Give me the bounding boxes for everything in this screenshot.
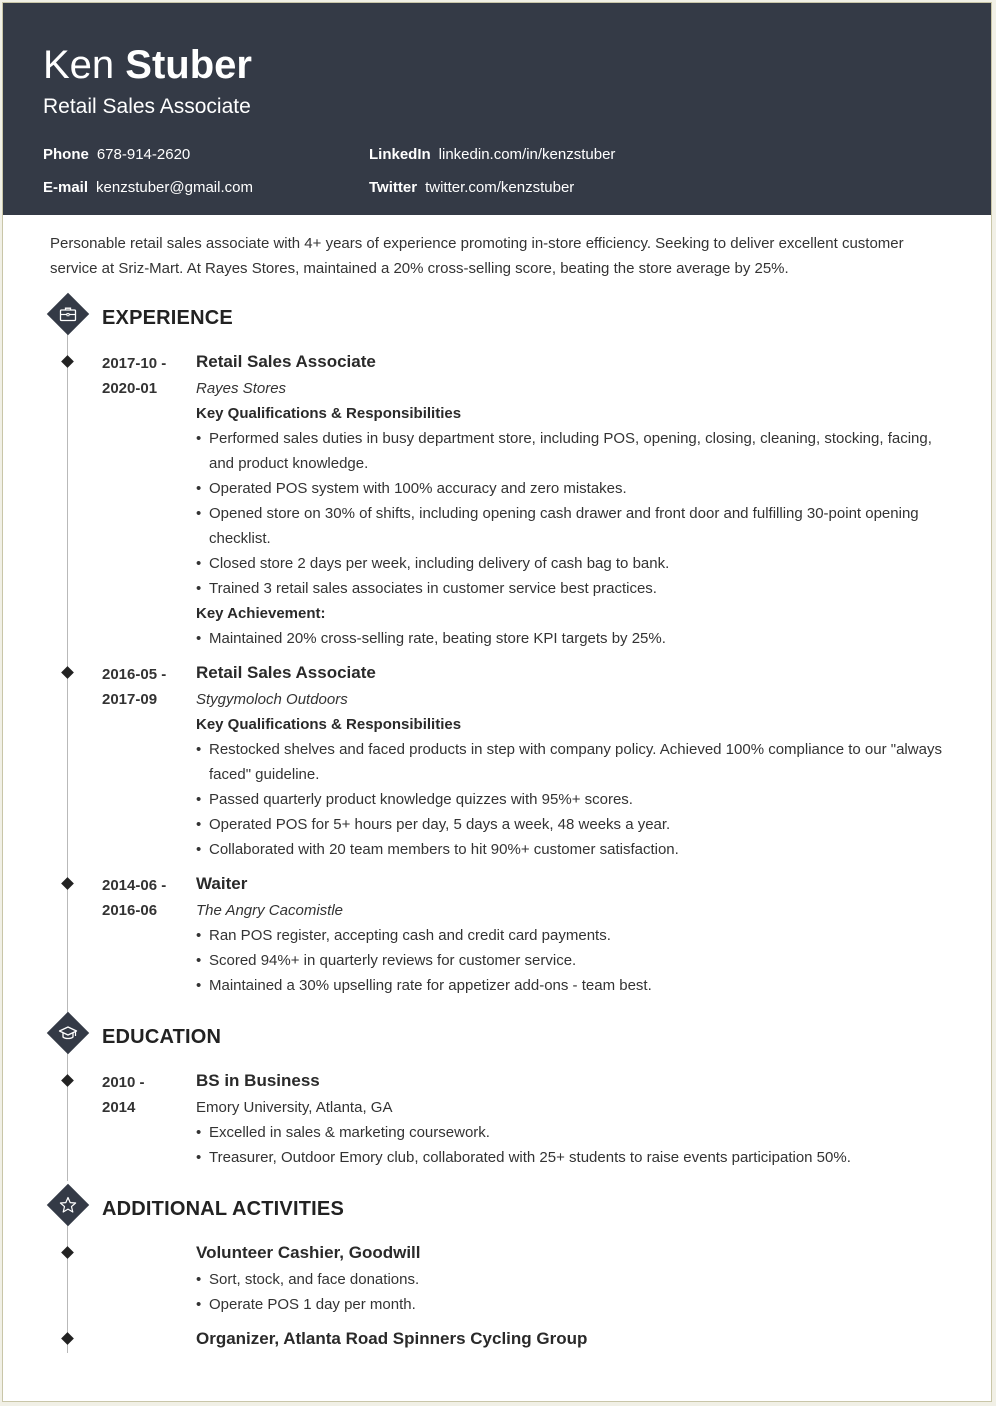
list-item: • Operate POS 1 day per month. — [196, 1292, 956, 1317]
contact-value: kenzstuber@gmail.com — [96, 179, 253, 196]
company-name: The Angry Cacomistle — [196, 902, 343, 919]
bullet-list — [196, 1120, 956, 1170]
date-end: 2020-01 — [102, 380, 158, 397]
candidate-title: Retail Sales Associate — [43, 95, 251, 118]
bullet-list — [196, 426, 956, 601]
summary-paragraph: Personable retail sales associate with 4+ years of experience promoting in-store efficiency. Seeking to deliver excellent customer service at Sriz-Mart. At Rayes Stores, maintained a 20% cross-selling score, beating the store average by 25%. — [50, 235, 904, 277]
experience-entry — [196, 351, 956, 651]
timeline-dot — [61, 666, 74, 679]
job-title: Retail Sales Associate — [196, 352, 376, 371]
resume-header — [3, 3, 992, 215]
list-item: • Scored 94%+ in quarterly reviews for customer service. — [196, 948, 956, 973]
contact-value: 678-914-2620 — [96, 146, 191, 163]
candidate-name — [43, 41, 252, 89]
date-end: 2017-09 — [102, 691, 158, 708]
timeline-dot — [61, 1332, 74, 1345]
activity-entry — [196, 1242, 956, 1317]
entry-date — [102, 1070, 192, 1120]
contact-label: E-mail — [43, 179, 89, 196]
last-name: Stuber — [125, 43, 252, 87]
degree-title: BS in Business — [196, 1071, 320, 1090]
activity-title: Volunteer Cashier, Goodwill — [196, 1243, 421, 1262]
list-item: • Operated POS system with 100% accuracy and zero mistakes. — [196, 476, 956, 501]
contact-value: linkedin.com/in/kenzstuber — [438, 146, 616, 163]
contact-twitter — [369, 178, 574, 198]
date-end: 2014 — [102, 1099, 136, 1116]
bullet-list — [196, 1267, 956, 1317]
contact-value: twitter.com/kenzstuber — [425, 179, 575, 196]
list-item: • Restocked shelves and faced products in step with company policy. Achieved 100% compliance to our "always faced" guideline. — [196, 737, 956, 787]
experience-entry — [196, 662, 956, 862]
entry-date — [102, 351, 192, 401]
list-item: • Ran POS register, accepting cash and credit card payments. — [196, 923, 956, 948]
job-title: Retail Sales Associate — [196, 663, 376, 682]
contact-label: Phone — [43, 146, 89, 163]
date-start: 2017-10 - — [102, 355, 167, 372]
experience-entry — [196, 873, 956, 998]
resume-page — [2, 2, 992, 1402]
list-item: • Closed store 2 days per week, including delivery of cash bag to bank. — [196, 551, 956, 576]
list-item: • Excelled in sales & marketing coursework. — [196, 1120, 956, 1145]
date-end: 2016-06 — [102, 902, 158, 919]
section-title-experience: EXPERIENCE — [102, 307, 233, 329]
contact-email — [43, 178, 253, 198]
timeline-dot — [61, 1246, 74, 1259]
job-title: Waiter — [196, 874, 248, 893]
school-name: Emory University, Atlanta, GA — [196, 1099, 393, 1116]
list-item: • Sort, stock, and face donations. — [196, 1267, 956, 1292]
date-start: 2014-06 - — [102, 877, 167, 894]
list-item: • Collaborated with 20 team members to hit 90%+ customer satisfaction. — [196, 837, 956, 862]
entry-subheading: Key Achievement: — [196, 605, 326, 622]
activity-entry — [196, 1328, 956, 1353]
section-title-education: EDUCATION — [102, 1026, 222, 1048]
section-title-activities: ADDITIONAL ACTIVITIES — [102, 1198, 344, 1220]
list-item: • Trained 3 retail sales associates in customer service best practices. — [196, 576, 956, 601]
list-item: • Passed quarterly product knowledge quizzes with 95%+ scores. — [196, 787, 956, 812]
entry-subheading: Key Qualifications & Responsibilities — [196, 405, 462, 422]
list-item: • Maintained 20% cross-selling rate, beating store KPI targets by 25%. — [196, 626, 956, 651]
entry-subheading: Key Qualifications & Responsibilities — [196, 716, 462, 733]
briefcase-icon — [47, 293, 89, 335]
company-name: Rayes Stores — [196, 380, 287, 397]
list-item: • Performed sales duties in busy department store, including POS, opening, closing, cleaning, stocking, facing, and product knowledge. — [196, 426, 956, 476]
company-name: Stygymoloch Outdoors — [196, 691, 348, 708]
timeline-line — [67, 1051, 68, 1181]
timeline-dot — [61, 877, 74, 890]
list-item: • Operated POS for 5+ hours per day, 5 days a week, 48 weeks a year. — [196, 812, 956, 837]
timeline-dot — [61, 355, 74, 368]
bullet-list — [196, 923, 956, 998]
activity-title: Organizer, Atlanta Road Spinners Cycling Group — [196, 1329, 588, 1348]
first-name: Ken — [43, 43, 115, 87]
date-start: 2010 - — [102, 1074, 145, 1091]
education-entry — [196, 1070, 956, 1170]
contact-phone — [43, 145, 190, 165]
graduation-cap-icon — [47, 1012, 89, 1054]
timeline-dot — [61, 1074, 74, 1087]
list-item: • Treasurer, Outdoor Emory club, collaborated with 25+ students to raise events participation 50%. — [196, 1145, 956, 1170]
entry-date — [102, 662, 192, 712]
star-icon — [47, 1184, 89, 1226]
contact-label: Twitter — [369, 179, 418, 196]
contact-linkedin — [369, 145, 615, 165]
list-item: • Maintained a 30% upselling rate for appetizer add-ons - team best. — [196, 973, 956, 998]
date-start: 2016-05 - — [102, 666, 167, 683]
contact-label: LinkedIn — [369, 146, 431, 163]
entry-date — [102, 873, 192, 923]
bullet-list — [196, 626, 956, 651]
list-item: • Opened store on 30% of shifts, including opening cash drawer and front door and fulfilling 30-point opening checklist. — [196, 501, 956, 551]
bullet-list — [196, 737, 956, 862]
